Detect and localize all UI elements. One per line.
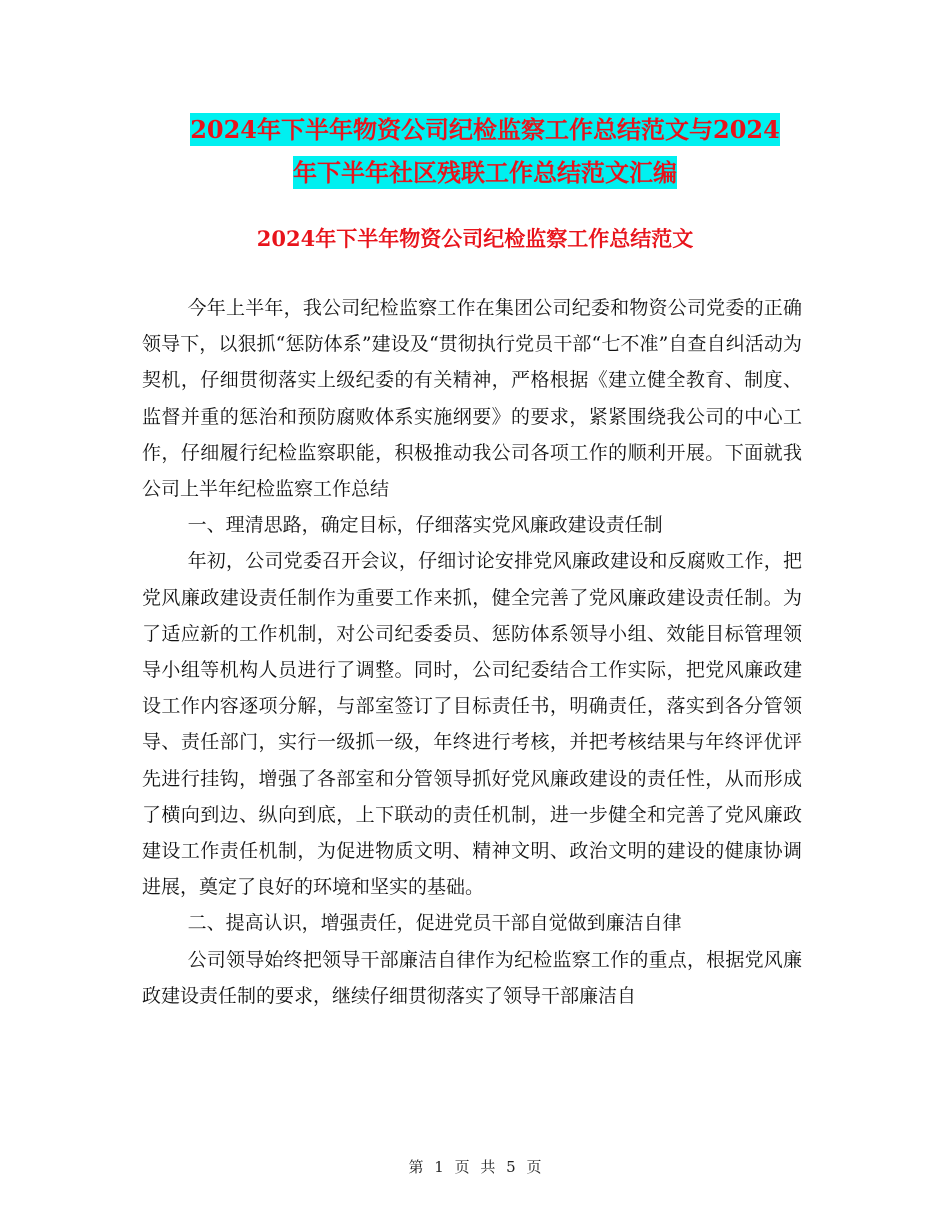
section-title: 2024年下半年物资公司纪检监察工作总结范文	[256, 226, 694, 251]
paragraph-intro: 今年上半年，我公司纪检监察工作在集团公司纪委和物资公司党委的正确领导下，以狠抓“惩防体系”建设及“贯彻执行党员干部“七不准”自查自纠活动为契机，仔细贯彻落实上级纪委的有关精神，严格根据《建立健全教育、制度、监督并重的惩治和预防腐败体系实施纲要》的要求，紧紧围绕我公司的中心工作，仔细履行纪检监察职能，积极推动我公司各项工作的顺利开展。下面就我公司上半年纪检监察工作总结	[142, 297, 802, 501]
paragraph-body-1: 年初，公司党委召开会议，仔细讨论安排党风廉政建设和反腐败工作，把党风廉政建设责任制作为重要工作来抓，健全完善了党风廉政建设责任制。为了适应新的工作机制，对公司纪委委员、惩防体系领导小组、效能目标管理领导小组等机构人员进行了调整。同时，公司纪委结合工作实际，把党风廉政建设工作内容逐项分解，与部室签订了目标责任书，明确责任，落实到各分管领导、责任部门，实行一级抓一级，年终进行考核，并把考核结果与年终评优评先进行挂钩，增强了各部室和分管领导抓好党风廉政建设的责任性，从而形成了横向到边、纵向到底，上下联动的责任机制，进一步健全和完善了党风廉政建设工作责任机制，为促进物质文明、精神文明、政治文明的建设的健康协调进展，奠定了良好的环境和坚实的基础。	[142, 550, 802, 899]
main-title-line-1: 2024年下半年物资公司纪检监察工作总结范文与2024	[190, 115, 780, 144]
page-footer: 第 1 页 共 5 页	[408, 1158, 542, 1176]
document-main-title	[140, 108, 830, 194]
document-body	[142, 290, 802, 1014]
paragraph-heading-1: 一、理清思路，确定目标，仔细落实党风廉政建设责任制	[187, 514, 663, 537]
paragraph-heading-2: 二、提高认识，增强责任，促进党员干部自觉做到廉洁自律	[187, 912, 682, 935]
paragraph-body-2: 公司领导始终把领导干部廉洁自律作为纪检监察工作的重点，根据党风廉政建设责任制的要求，继续仔细贯彻落实了领导干部廉洁自	[142, 948, 802, 1007]
main-title-line-2: 年下半年社区残联工作总结范文汇编	[293, 158, 677, 187]
